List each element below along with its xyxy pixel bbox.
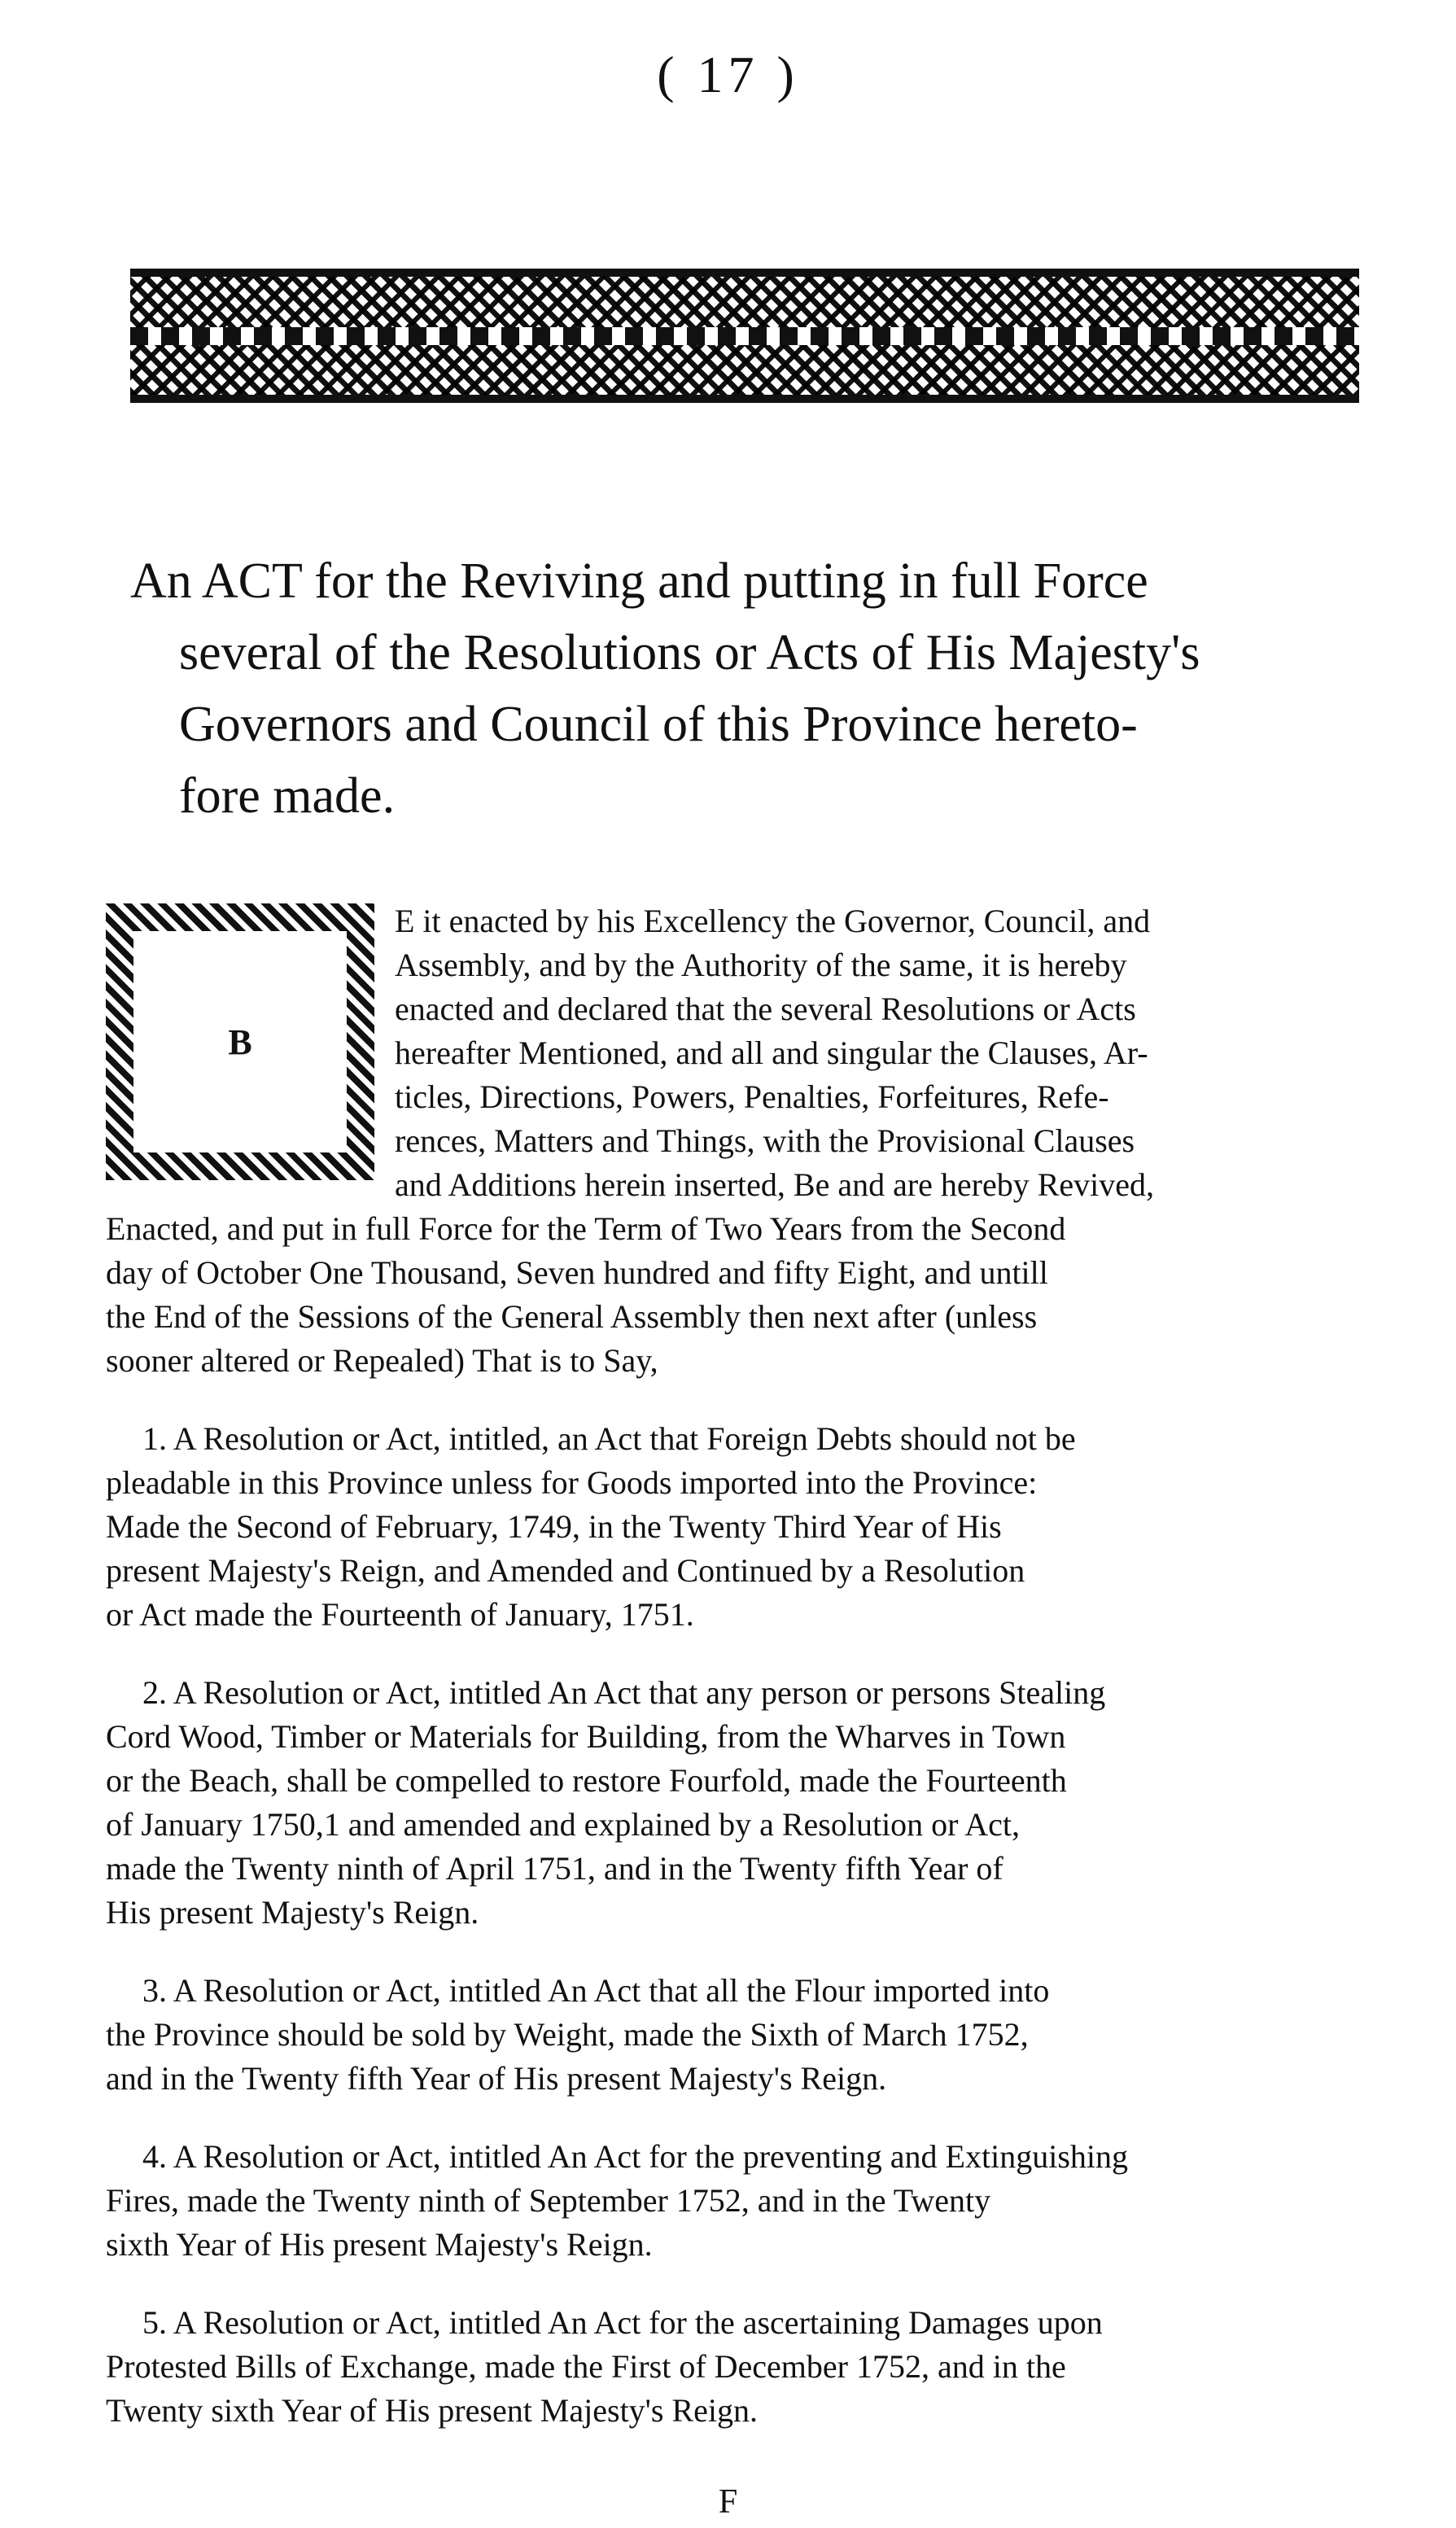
act-body xyxy=(106,899,1363,2433)
item-line: Made the Second of February, 1749, in the Twenty Third Year of His xyxy=(106,1508,1002,1545)
item-line: made the Twenty ninth of April 1751, and in the Twenty fifth Year of xyxy=(106,1850,1003,1887)
decorative-header-ornament xyxy=(130,269,1359,403)
item-line: 4. A Resolution or Act, intitled An Act for the preventing and Extinguishing xyxy=(142,2138,1128,2175)
item-line: pleadable in this Province unless for Goods imported into the Province: xyxy=(106,1464,1038,1501)
item-line: or the Beach, shall be compelled to restore Fourfold, made the Fourteenth xyxy=(106,1762,1067,1799)
signature-mark: F xyxy=(718,2483,738,2521)
enacting-line: and Additions herein inserted, Be and are hereby Revived, xyxy=(395,1166,1155,1203)
enacting-line: Enacted, and put in full Force for the Term of Two Years from the Second xyxy=(106,1210,1066,1247)
item-line: Protested Bills of Exchange, made the First of December 1752, and in the xyxy=(106,2348,1066,2385)
item-line: 2. A Resolution or Act, intitled An Act that any person or persons Stealing xyxy=(142,1674,1106,1711)
item-line: or Act made the Fourteenth of January, 1751. xyxy=(106,1596,694,1633)
item-line: His present Majesty's Reign. xyxy=(106,1894,479,1931)
resolution-item-4 xyxy=(106,2135,1363,2267)
title-line: Governors and Council of this Province hereto- xyxy=(179,697,1138,752)
enacting-clause xyxy=(106,899,1363,1383)
resolution-item-5 xyxy=(106,2301,1363,2433)
item-line: and in the Twenty fifth Year of His present Majesty's Reign. xyxy=(106,2060,887,2097)
enacting-line: hereafter Mentioned, and all and singular the Clauses, Ar- xyxy=(395,1034,1148,1071)
item-line: 1. A Resolution or Act, intitled, an Act that Foreign Debts should not be xyxy=(142,1420,1076,1457)
item-line: 3. A Resolution or Act, intitled An Act that all the Flour imported into xyxy=(142,1972,1050,2009)
enacting-line: ticles, Directions, Powers, Penalties, Forfeitures, Refe- xyxy=(395,1078,1109,1115)
enacting-line: enacted and declared that the several Resolutions or Acts xyxy=(395,991,1136,1027)
item-line: 5. A Resolution or Act, intitled An Act for the ascertaining Damages upon xyxy=(142,2304,1103,2341)
enacting-line: the End of the Sessions of the General Assembly then next after (unless xyxy=(106,1298,1038,1335)
item-line: Cord Wood, Timber or Materials for Building, from the Wharves in Town xyxy=(106,1718,1066,1755)
resolution-item-3 xyxy=(106,1969,1363,2101)
item-line: the Province should be sold by Weight, made the Sixth of March 1752, xyxy=(106,2016,1029,2053)
item-line: present Majesty's Reign, and Amended and Continued by a Resolution xyxy=(106,1552,1025,1589)
item-line: Twenty sixth Year of His present Majesty's Reign. xyxy=(106,2392,758,2429)
item-line: of January 1750,1 and amended and explained by a Resolution or Act, xyxy=(106,1806,1021,1843)
item-line: sixth Year of His present Majesty's Reign. xyxy=(106,2226,653,2263)
drop-cap-letter: B xyxy=(228,1021,252,1062)
title-line: fore made. xyxy=(179,768,396,824)
act-title xyxy=(130,545,1351,832)
resolution-item-2 xyxy=(106,1671,1363,1935)
enacting-line: Assembly, and by the Authority of the same, it is hereby xyxy=(395,947,1127,983)
title-line: several of the Resolutions or Acts of His Majesty's xyxy=(179,625,1200,680)
resolution-item-1 xyxy=(106,1417,1363,1637)
page-number: ( 17 ) xyxy=(657,46,799,103)
title-line: An ACT for the Reviving and putting in full Force xyxy=(130,553,1148,609)
item-line: Fires, made the Twenty ninth of September 1752, and in the Twenty xyxy=(106,2182,991,2219)
enacting-line: day of October One Thousand, Seven hundred and fifty Eight, and untill xyxy=(106,1254,1048,1291)
enacting-line: sooner altered or Repealed) That is to Say, xyxy=(106,1342,658,1379)
enacting-line: E it enacted by his Excellency the Governor, Council, and xyxy=(395,903,1151,939)
enacting-line: rences, Matters and Things, with the Provisional Clauses xyxy=(395,1122,1135,1159)
